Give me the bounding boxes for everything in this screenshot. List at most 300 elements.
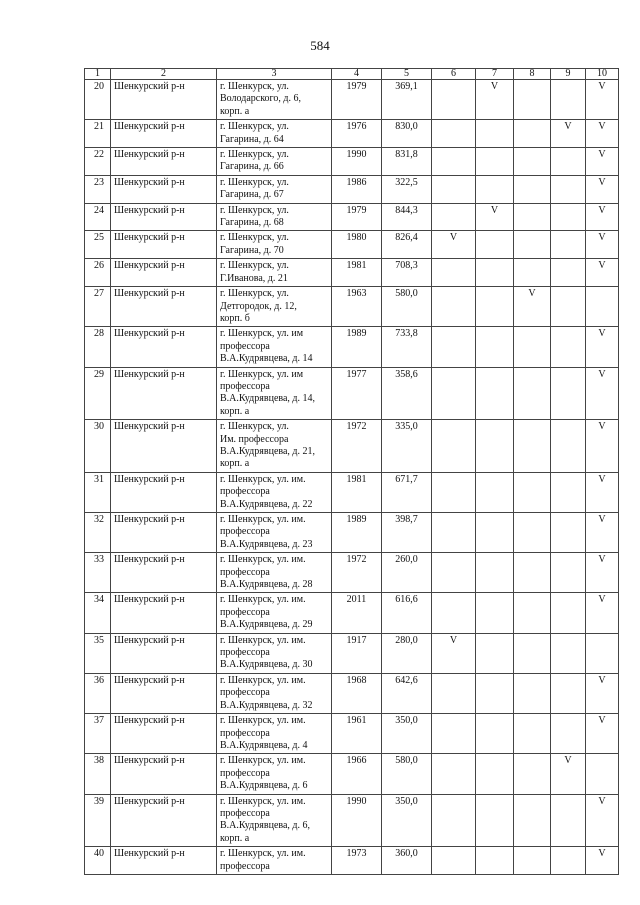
address-cell xyxy=(217,754,332,794)
mark-cell-9 xyxy=(551,633,586,673)
address-line: г. Шенкурск, ул. xyxy=(220,121,289,133)
mark-cell-9 xyxy=(551,148,586,176)
mark-cell-8 xyxy=(514,420,551,473)
area-cell: 580,0 xyxy=(382,287,432,327)
column-header: 8 xyxy=(514,69,551,80)
mark-cell-6: V xyxy=(432,633,476,673)
table-row xyxy=(85,420,619,473)
address-line: В.А.Кудрявцева, д. 6, xyxy=(220,820,310,832)
column-header: 7 xyxy=(476,69,514,80)
address-cell xyxy=(217,714,332,754)
address-cell xyxy=(217,148,332,176)
area-cell: 369,1 xyxy=(382,80,432,120)
address-line: Володарского, д. 6, xyxy=(220,93,301,105)
mark-cell-7 xyxy=(476,287,514,327)
table-row xyxy=(85,120,619,148)
year-cell: 1981 xyxy=(332,259,382,287)
district-cell: Шенкурский р-н xyxy=(111,231,217,259)
mark-cell-7 xyxy=(476,847,514,875)
mark-cell-8 xyxy=(514,593,551,633)
address-line: В.А.Кудрявцева, д. 28 xyxy=(220,579,313,591)
table-row xyxy=(85,553,619,593)
year-cell: 1981 xyxy=(332,472,382,512)
mark-cell-9 xyxy=(551,553,586,593)
district-cell: Шенкурский р-н xyxy=(111,673,217,713)
year-cell: 1963 xyxy=(332,287,382,327)
mark-cell-6 xyxy=(432,513,476,553)
mark-cell-7 xyxy=(476,553,514,593)
address-cell xyxy=(217,231,332,259)
address-line: г. Шенкурск, ул. xyxy=(220,176,289,188)
address-line: профессора xyxy=(220,380,270,392)
mark-cell-8 xyxy=(514,175,551,203)
row-number-cell: 37 xyxy=(85,714,111,754)
mark-cell-7 xyxy=(476,593,514,633)
address-cell xyxy=(217,673,332,713)
year-cell: 1973 xyxy=(332,847,382,875)
address-cell xyxy=(217,794,332,847)
mark-cell-6 xyxy=(432,714,476,754)
mark-cell-9 xyxy=(551,593,586,633)
area-cell: 826,4 xyxy=(382,231,432,259)
address-line: Гагарина, д. 68 xyxy=(220,217,284,229)
address-line: профессора xyxy=(220,687,270,699)
mark-cell-7 xyxy=(476,794,514,847)
address-cell xyxy=(217,80,332,120)
area-cell: 671,7 xyxy=(382,472,432,512)
mark-cell-8 xyxy=(514,367,551,420)
row-number-cell: 30 xyxy=(85,420,111,473)
mark-cell-9 xyxy=(551,259,586,287)
address-line: г. Шенкурск, ул. им. xyxy=(220,634,306,646)
year-cell: 1972 xyxy=(332,553,382,593)
column-header: 6 xyxy=(432,69,476,80)
address-line: корп. а xyxy=(220,105,250,117)
district-cell: Шенкурский р-н xyxy=(111,327,217,367)
year-cell: 1990 xyxy=(332,794,382,847)
district-cell: Шенкурский р-н xyxy=(111,472,217,512)
year-cell: 1976 xyxy=(332,120,382,148)
mark-cell-7: V xyxy=(476,80,514,120)
table-row xyxy=(85,714,619,754)
area-cell: 350,0 xyxy=(382,714,432,754)
mark-cell-10 xyxy=(586,754,619,794)
address-line: г. Шенкурск, ул. им. xyxy=(220,715,306,727)
column-header: 2 xyxy=(111,69,217,80)
mark-cell-9 xyxy=(551,80,586,120)
row-number-cell: 24 xyxy=(85,203,111,231)
row-number-cell: 39 xyxy=(85,794,111,847)
address-line: корп. а xyxy=(220,458,250,470)
mark-cell-7 xyxy=(476,148,514,176)
row-number-cell: 22 xyxy=(85,148,111,176)
address-cell xyxy=(217,553,332,593)
table-row xyxy=(85,287,619,327)
row-number-cell: 36 xyxy=(85,673,111,713)
row-number-cell: 27 xyxy=(85,287,111,327)
column-header: 4 xyxy=(332,69,382,80)
table-row xyxy=(85,847,619,875)
address-line: г. Шенкурск, ул. им. xyxy=(220,795,306,807)
year-cell: 1972 xyxy=(332,420,382,473)
row-number-cell: 25 xyxy=(85,231,111,259)
year-cell: 1989 xyxy=(332,327,382,367)
table-row xyxy=(85,148,619,176)
table-row xyxy=(85,367,619,420)
district-cell: Шенкурский р-н xyxy=(111,420,217,473)
mark-cell-7 xyxy=(476,633,514,673)
table-row xyxy=(85,203,619,231)
mark-cell-10: V xyxy=(586,259,619,287)
address-line: г. Шенкурск, ул. им. xyxy=(220,594,306,606)
mark-cell-7 xyxy=(476,472,514,512)
area-cell: 708,3 xyxy=(382,259,432,287)
table-row xyxy=(85,327,619,367)
mark-cell-7 xyxy=(476,231,514,259)
mark-cell-6 xyxy=(432,420,476,473)
district-cell: Шенкурский р-н xyxy=(111,148,217,176)
mark-cell-6 xyxy=(432,287,476,327)
mark-cell-8 xyxy=(514,714,551,754)
address-line: Гагарина, д. 70 xyxy=(220,244,284,256)
mark-cell-6 xyxy=(432,327,476,367)
address-line: В.А.Кудрявцева, д. 14 xyxy=(220,353,313,365)
area-cell: 322,5 xyxy=(382,175,432,203)
row-number-cell: 23 xyxy=(85,175,111,203)
mark-cell-10 xyxy=(586,633,619,673)
mark-cell-9 xyxy=(551,513,586,553)
row-number-cell: 29 xyxy=(85,367,111,420)
mark-cell-6 xyxy=(432,148,476,176)
table-row xyxy=(85,633,619,673)
address-line: г. Шенкурск, ул. xyxy=(220,288,289,300)
mark-cell-6 xyxy=(432,175,476,203)
district-cell: Шенкурский р-н xyxy=(111,175,217,203)
year-cell: 1968 xyxy=(332,673,382,713)
mark-cell-9 xyxy=(551,714,586,754)
mark-cell-6 xyxy=(432,553,476,593)
table-row xyxy=(85,513,619,553)
address-line: профессора xyxy=(220,526,270,538)
column-header: 10 xyxy=(586,69,619,80)
address-line: корп. б xyxy=(220,312,250,324)
district-cell: Шенкурский р-н xyxy=(111,847,217,875)
address-line: В.А.Кудрявцева, д. 30 xyxy=(220,659,313,671)
mark-cell-6 xyxy=(432,847,476,875)
row-number-cell: 21 xyxy=(85,120,111,148)
column-header: 5 xyxy=(382,69,432,80)
mark-cell-7 xyxy=(476,327,514,367)
address-line: профессора xyxy=(220,727,270,739)
district-cell: Шенкурский р-н xyxy=(111,553,217,593)
mark-cell-9 xyxy=(551,231,586,259)
mark-cell-6 xyxy=(432,203,476,231)
mark-cell-7 xyxy=(476,754,514,794)
table-body xyxy=(85,80,619,875)
mark-cell-10: V xyxy=(586,203,619,231)
mark-cell-10: V xyxy=(586,120,619,148)
address-line: г. Шенкурск, ул. им xyxy=(220,368,304,380)
table-row xyxy=(85,175,619,203)
row-number-cell: 31 xyxy=(85,472,111,512)
mark-cell-8: V xyxy=(514,287,551,327)
mark-cell-6 xyxy=(432,367,476,420)
address-line: г. Шенкурск, ул. им. xyxy=(220,755,306,767)
column-number-row xyxy=(85,69,619,80)
area-cell: 398,7 xyxy=(382,513,432,553)
area-cell: 642,6 xyxy=(382,673,432,713)
area-cell: 616,6 xyxy=(382,593,432,633)
address-line: В.А.Кудрявцева, д. 4 xyxy=(220,739,308,751)
address-cell xyxy=(217,367,332,420)
mark-cell-10: V xyxy=(586,553,619,593)
mark-cell-9: V xyxy=(551,120,586,148)
mark-cell-10: V xyxy=(586,714,619,754)
mark-cell-10: V xyxy=(586,148,619,176)
address-line: г. Шенкурск, ул. им. xyxy=(220,554,306,566)
area-cell: 360,0 xyxy=(382,847,432,875)
mark-cell-10: V xyxy=(586,367,619,420)
address-line: г. Шенкурск, ул. им. xyxy=(220,674,306,686)
table-row xyxy=(85,754,619,794)
mark-cell-10: V xyxy=(586,472,619,512)
mark-cell-7 xyxy=(476,175,514,203)
mark-cell-7 xyxy=(476,513,514,553)
mark-cell-7 xyxy=(476,367,514,420)
district-cell: Шенкурский р-н xyxy=(111,203,217,231)
mark-cell-10: V xyxy=(586,673,619,713)
address-line: профессора xyxy=(220,647,270,659)
mark-cell-7 xyxy=(476,259,514,287)
mark-cell-6 xyxy=(432,754,476,794)
mark-cell-8 xyxy=(514,203,551,231)
mark-cell-9 xyxy=(551,847,586,875)
area-cell: 350,0 xyxy=(382,794,432,847)
mark-cell-10: V xyxy=(586,327,619,367)
district-cell: Шенкурский р-н xyxy=(111,287,217,327)
address-cell xyxy=(217,420,332,473)
address-line: профессора xyxy=(220,566,270,578)
district-cell: Шенкурский р-н xyxy=(111,367,217,420)
mark-cell-9 xyxy=(551,420,586,473)
mark-cell-6 xyxy=(432,259,476,287)
address-line: профессора xyxy=(220,340,270,352)
address-line: В.А.Кудрявцева, д. 22 xyxy=(220,498,313,510)
area-cell: 358,6 xyxy=(382,367,432,420)
mark-cell-10: V xyxy=(586,593,619,633)
mark-cell-8 xyxy=(514,847,551,875)
address-line: профессора xyxy=(220,486,270,498)
district-cell: Шенкурский р-н xyxy=(111,80,217,120)
year-cell: 1989 xyxy=(332,513,382,553)
year-cell: 1977 xyxy=(332,367,382,420)
address-cell xyxy=(217,847,332,875)
mark-cell-10: V xyxy=(586,231,619,259)
area-cell: 260,0 xyxy=(382,553,432,593)
address-line: профессора xyxy=(220,860,270,872)
mark-cell-8 xyxy=(514,633,551,673)
district-cell: Шенкурский р-н xyxy=(111,513,217,553)
address-line: г. Шенкурск, ул. xyxy=(220,204,289,216)
mark-cell-8 xyxy=(514,327,551,367)
mark-cell-9 xyxy=(551,472,586,512)
area-cell: 280,0 xyxy=(382,633,432,673)
mark-cell-6: V xyxy=(432,231,476,259)
mark-cell-9: V xyxy=(551,754,586,794)
mark-cell-8 xyxy=(514,553,551,593)
address-cell xyxy=(217,175,332,203)
address-cell xyxy=(217,593,332,633)
address-line: г. Шенкурск, ул. им. xyxy=(220,848,306,860)
district-cell: Шенкурский р-н xyxy=(111,259,217,287)
year-cell: 1980 xyxy=(332,231,382,259)
address-line: В.А.Кудрявцева, д. 21, xyxy=(220,445,315,457)
mark-cell-8 xyxy=(514,231,551,259)
address-line: Гагарина, д. 66 xyxy=(220,161,284,173)
address-line: Гагарина, д. 67 xyxy=(220,189,284,201)
column-header: 9 xyxy=(551,69,586,80)
address-line: г. Шенкурск, ул. xyxy=(220,260,289,272)
year-cell: 1990 xyxy=(332,148,382,176)
mark-cell-6 xyxy=(432,80,476,120)
district-cell: Шенкурский р-н xyxy=(111,714,217,754)
mark-cell-10: V xyxy=(586,847,619,875)
mark-cell-10: V xyxy=(586,513,619,553)
row-number-cell: 34 xyxy=(85,593,111,633)
area-cell: 335,0 xyxy=(382,420,432,473)
column-header: 3 xyxy=(217,69,332,80)
row-number-cell: 32 xyxy=(85,513,111,553)
column-header: 1 xyxy=(85,69,111,80)
address-line: г. Шенкурск, ул. им xyxy=(220,328,304,340)
year-cell: 1979 xyxy=(332,203,382,231)
table-row xyxy=(85,593,619,633)
mark-cell-6 xyxy=(432,593,476,633)
address-line: профессора xyxy=(220,606,270,618)
address-cell xyxy=(217,633,332,673)
address-line: В.А.Кудрявцева, д. 32 xyxy=(220,699,313,711)
address-line: г. Шенкурск, ул. им. xyxy=(220,473,306,485)
mark-cell-7 xyxy=(476,420,514,473)
mark-cell-10: V xyxy=(586,80,619,120)
year-cell: 1966 xyxy=(332,754,382,794)
area-cell: 831,8 xyxy=(382,148,432,176)
mark-cell-7 xyxy=(476,673,514,713)
mark-cell-9 xyxy=(551,203,586,231)
address-line: корп. а xyxy=(220,832,250,844)
area-cell: 580,0 xyxy=(382,754,432,794)
address-cell xyxy=(217,259,332,287)
row-number-cell: 38 xyxy=(85,754,111,794)
address-cell xyxy=(217,472,332,512)
address-line: В.А.Кудрявцева, д. 14, xyxy=(220,393,315,405)
address-cell xyxy=(217,203,332,231)
address-line: г. Шенкурск, ул. xyxy=(220,149,289,161)
year-cell: 1917 xyxy=(332,633,382,673)
mark-cell-8 xyxy=(514,472,551,512)
mark-cell-10: V xyxy=(586,175,619,203)
address-line: Им. профессора xyxy=(220,433,289,445)
mark-cell-8 xyxy=(514,259,551,287)
address-line: Г.Иванова, д. 21 xyxy=(220,272,288,284)
address-line: профессора xyxy=(220,767,270,779)
year-cell: 1961 xyxy=(332,714,382,754)
mark-cell-9 xyxy=(551,175,586,203)
mark-cell-9 xyxy=(551,794,586,847)
area-cell: 844,3 xyxy=(382,203,432,231)
page-number: 584 xyxy=(310,38,330,53)
address-cell xyxy=(217,513,332,553)
mark-cell-8 xyxy=(514,794,551,847)
mark-cell-6 xyxy=(432,673,476,713)
address-line: г. Шенкурск, ул. xyxy=(220,232,289,244)
mark-cell-9 xyxy=(551,673,586,713)
mark-cell-8 xyxy=(514,673,551,713)
mark-cell-8 xyxy=(514,80,551,120)
mark-cell-7 xyxy=(476,714,514,754)
mark-cell-8 xyxy=(514,120,551,148)
mark-cell-6 xyxy=(432,794,476,847)
mark-cell-10 xyxy=(586,287,619,327)
mark-cell-6 xyxy=(432,120,476,148)
address-cell xyxy=(217,120,332,148)
address-line: профессора xyxy=(220,807,270,819)
address-line: г. Шенкурск, ул. им. xyxy=(220,514,306,525)
district-cell: Шенкурский р-н xyxy=(111,754,217,794)
row-number-cell: 40 xyxy=(85,847,111,875)
address-line: В.А.Кудрявцева, д. 23 xyxy=(220,538,313,550)
district-cell: Шенкурский р-н xyxy=(111,633,217,673)
table-row xyxy=(85,231,619,259)
year-cell: 1986 xyxy=(332,175,382,203)
row-number-cell: 26 xyxy=(85,259,111,287)
mark-cell-10: V xyxy=(586,794,619,847)
table-row xyxy=(85,794,619,847)
row-number-cell: 33 xyxy=(85,553,111,593)
mark-cell-8 xyxy=(514,513,551,553)
mark-cell-9 xyxy=(551,327,586,367)
area-cell: 733,8 xyxy=(382,327,432,367)
mark-cell-7: V xyxy=(476,203,514,231)
row-number-cell: 28 xyxy=(85,327,111,367)
district-cell: Шенкурский р-н xyxy=(111,794,217,847)
housing-table xyxy=(84,68,619,875)
year-cell: 2011 xyxy=(332,593,382,633)
district-cell: Шенкурский р-н xyxy=(111,120,217,148)
row-number-cell: 20 xyxy=(85,80,111,120)
table-row xyxy=(85,472,619,512)
area-cell: 830,0 xyxy=(382,120,432,148)
address-line: В.А.Кудрявцева, д. 6 xyxy=(220,780,308,792)
year-cell: 1979 xyxy=(332,80,382,120)
table-row xyxy=(85,80,619,120)
address-cell xyxy=(217,327,332,367)
row-number-cell: 35 xyxy=(85,633,111,673)
address-line: г. Шенкурск, ул. xyxy=(220,81,289,92)
mark-cell-8 xyxy=(514,148,551,176)
address-line: корп. а xyxy=(220,405,250,417)
mark-cell-7 xyxy=(476,120,514,148)
table-row xyxy=(85,259,619,287)
mark-cell-6 xyxy=(432,472,476,512)
address-cell xyxy=(217,287,332,327)
address-line: Гагарина, д. 64 xyxy=(220,133,284,145)
district-cell: Шенкурский р-н xyxy=(111,593,217,633)
table-row xyxy=(85,673,619,713)
address-line: Детгородок, д. 12, xyxy=(220,300,297,312)
mark-cell-9 xyxy=(551,287,586,327)
mark-cell-9 xyxy=(551,367,586,420)
